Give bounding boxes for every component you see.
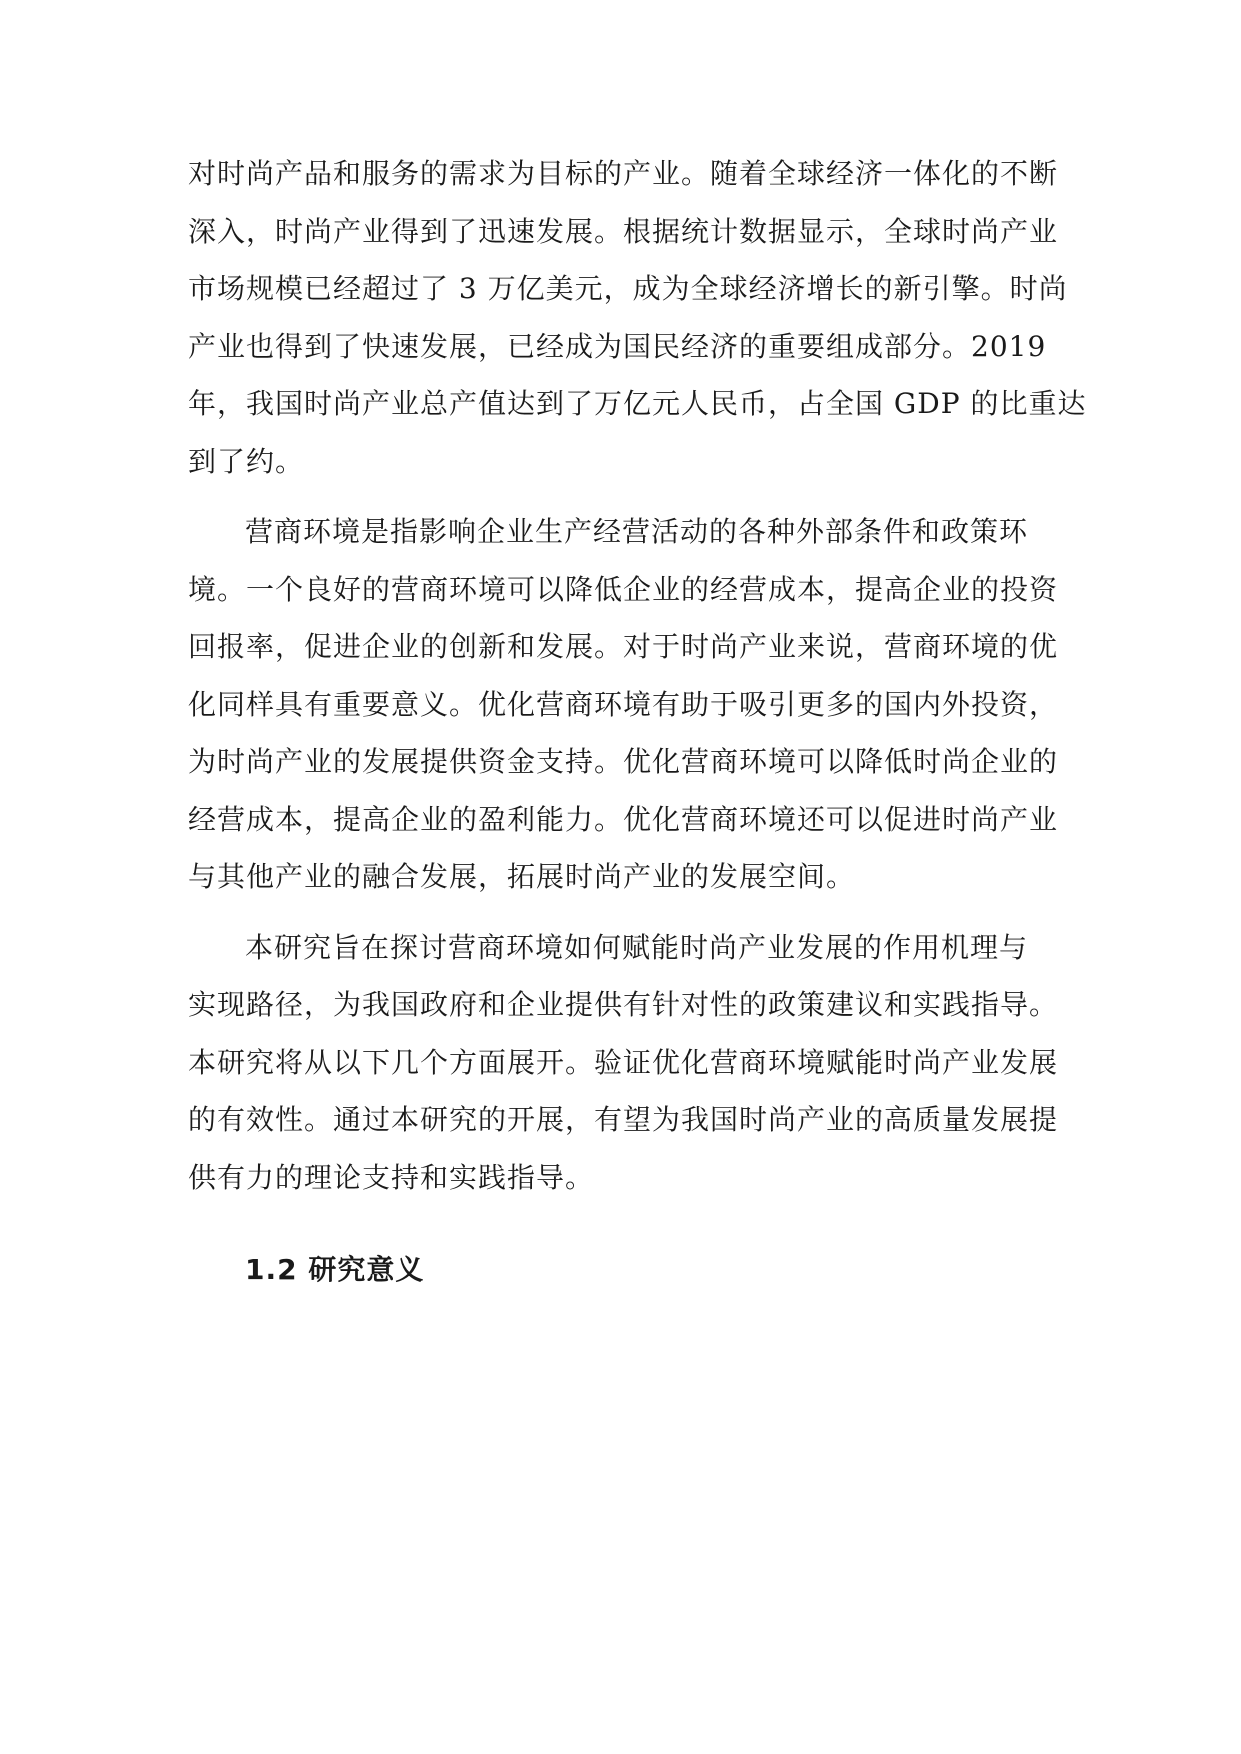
paragraph-line: 营商环境是指影响企业生产经营活动的各种外部条件和政策环 — [245, 515, 1029, 548]
paragraph-line: 对时尚产品和服务的需求为目标的产业。随着全球经济一体化的不断 — [188, 157, 1059, 190]
paragraph-line: 年，我国时尚产业总产值达到了万亿元人民币，占全国 GDP 的比重达 — [188, 387, 1087, 420]
paragraph-line: 产业也得到了快速发展，已经成为国民经济的重要组成部分。2019 — [188, 329, 1047, 363]
paragraph-spacer — [188, 906, 1053, 919]
paragraph-line: 市场规模已经超过了 3 万亿美元，成为全球经济增长的新引擎。时尚 — [188, 272, 1068, 305]
document-page — [188, 145, 1087, 1298]
section-spacer — [188, 1206, 1053, 1241]
paragraph-line: 为时尚产业的发展提供资金支持。优化营商环境可以降低时尚企业的 — [188, 745, 1059, 778]
paragraph-line: 的有效性。通过本研究的开展，有望为我国时尚产业的高质量发展提 — [188, 1103, 1059, 1136]
paragraph-line: 回报率，促进企业的创新和发展。对于时尚产业来说，营商环境的优 — [188, 630, 1059, 663]
paragraph-line: 深入，时尚产业得到了迅速发展。根据统计数据显示，全球时尚产业 — [188, 214, 1059, 248]
section-heading: 1.2 研究意义 — [245, 1253, 425, 1286]
paragraph-line: 本研究将从以下几个方面展开。验证优化营商环境赋能时尚产业发展 — [188, 1045, 1059, 1079]
paragraph-line: 经营成本，提高企业的盈利能力。优化营商环境还可以促进时尚产业 — [188, 802, 1059, 836]
paragraph-line: 化同样具有重要意义。优化营商环境有助于吸引更多的国内外投资， — [188, 687, 1059, 721]
paragraph-line: 实现路径，为我国政府和企业提供有针对性的政策建议和实践指导。 — [188, 988, 1059, 1021]
paragraph-2 — [188, 503, 1059, 906]
paragraph-line: 供有力的理论支持和实践指导。 — [188, 1160, 595, 1194]
paragraph-3 — [188, 919, 1059, 1207]
paragraph-line: 到了约。 — [188, 444, 305, 478]
paragraph-1 — [188, 145, 1087, 490]
paragraph-line: 境。一个良好的营商环境可以降低企业的经营成本，提高企业的投资 — [188, 572, 1059, 606]
paragraph-spacer — [188, 490, 1053, 503]
paragraph-line: 与其他产业的融合发展，拓展时尚产业的发展空间。 — [188, 860, 856, 893]
paragraph-line: 本研究旨在探讨营商环境如何赋能时尚产业发展的作用机理与 — [245, 930, 1029, 964]
